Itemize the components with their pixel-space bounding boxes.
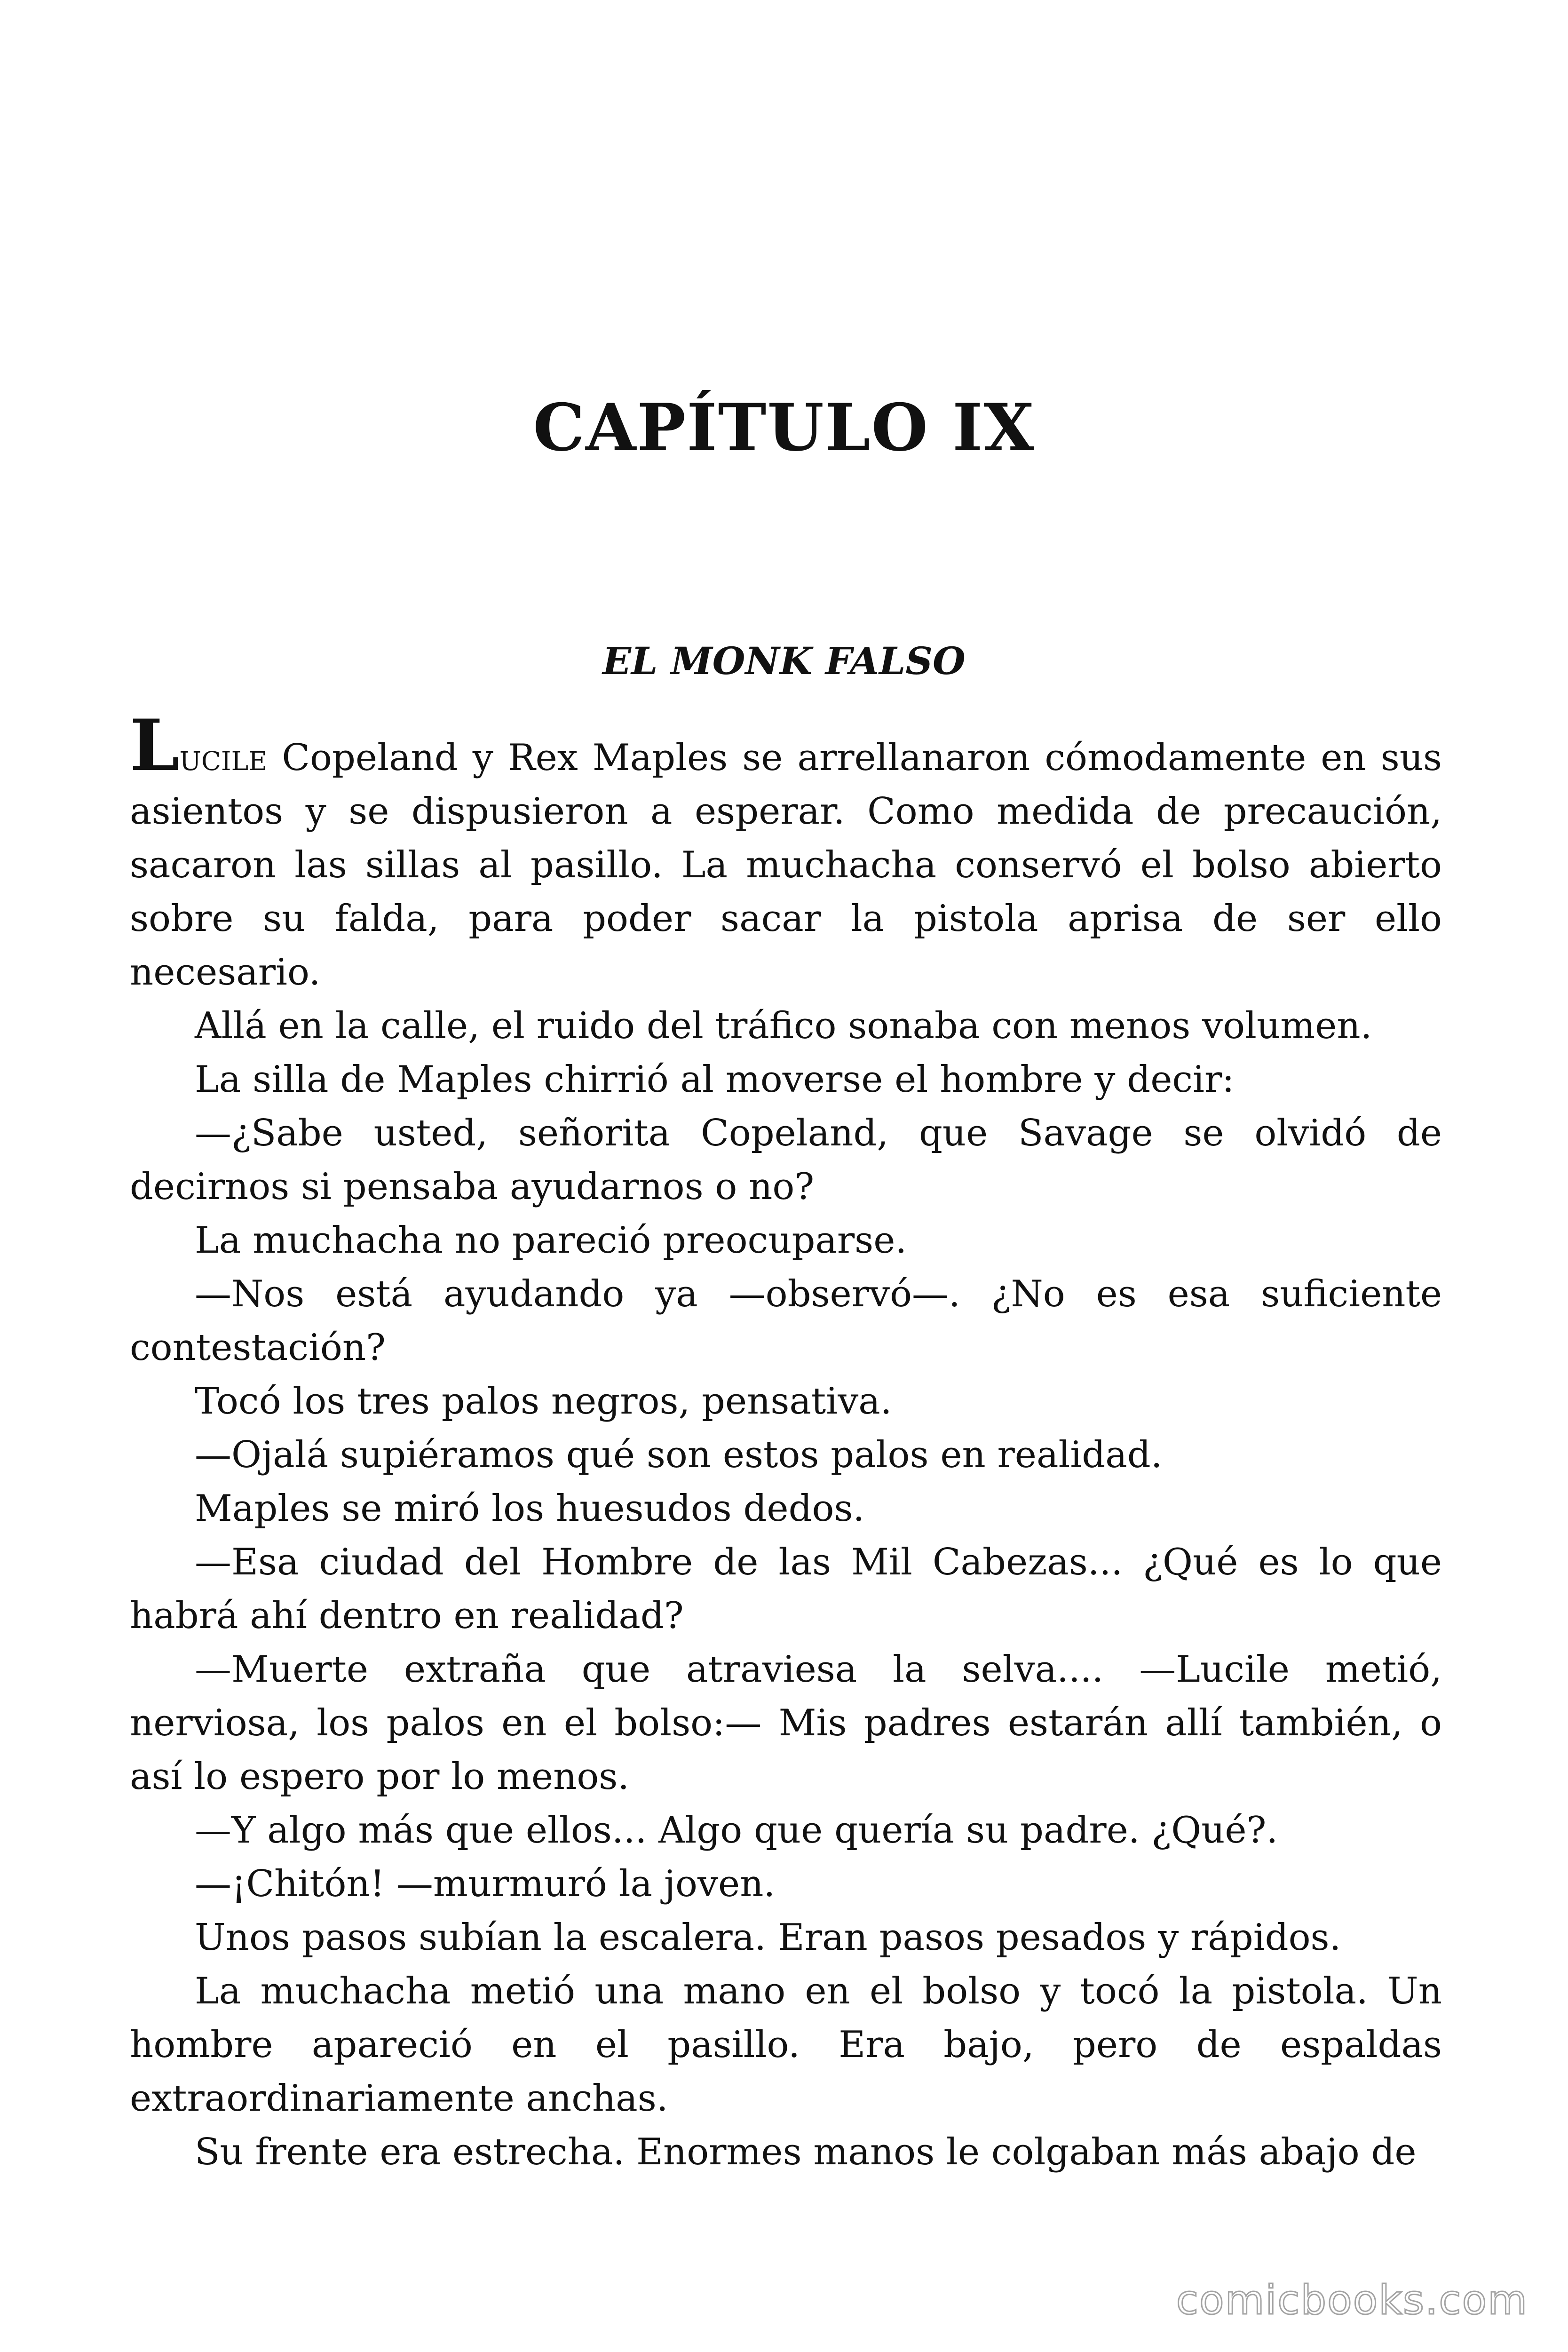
paragraph: La muchacha metió una mano en el bolso y tocó la pistola. Un hombre apareció en el pasillo. Era bajo, pero de espaldas extraordinariamente anchas. (130, 1970, 1442, 2120)
body-text (130, 704, 1442, 2179)
watermark: comicbooks.com (1176, 2277, 1528, 2324)
first-paragraph-text: Copeland y Rex Maples se arrellanaron cómodamente en sus asientos y se dispusieron a esperar. Como medida de precaución, sacaron las sillas al pasillo. La muchacha conservó el bolso abierto sobre su falda, para poder sacar la pistola aprisa de ser ello necesario. (130, 737, 1442, 993)
paragraph: Su frente era estrecha. Enormes manos le colgaban más abajo de (195, 2131, 1417, 2173)
paragraph: —¡Chitón! —murmuró la joven. (195, 1863, 776, 1905)
paragraph: —Esa ciudad del Hombre de las Mil Cabezas... ¿Qué es lo que habrá ahí dentro en realidad? (130, 1541, 1442, 1637)
chapter-subtitle: EL MONK FALSO (602, 639, 966, 683)
paragraph: —Y algo más que ellos... Algo que quería su padre. ¿Qué?. (195, 1809, 1278, 1851)
paragraph: Maples se miró los huesudos dedos. (195, 1487, 865, 1530)
drop-cap: L (130, 704, 180, 787)
paragraph: —Muerte extraña que atraviesa la selva.... —Lucile metió, nerviosa, los palos en el bolso:— Mis padres estarán allí también, o así lo espero por lo menos. (130, 1648, 1442, 1798)
paragraph: Unos pasos subían la escalera. Eran pasos pesados y rápidos. (195, 1916, 1341, 1959)
small-caps-name: ucile (179, 737, 268, 779)
paragraph: Allá en la calle, el ruido del tráfico sonaba con menos volumen. (195, 1005, 1372, 1047)
paragraph: La silla de Maples chirrió al moverse el hombre y decir: (195, 1058, 1235, 1101)
paragraph: Tocó los tres palos negros, pensativa. (195, 1380, 892, 1422)
paragraph: —Nos está ayudando ya —observó—. ¿No es esa suficiente contestación? (130, 1273, 1442, 1369)
paragraph: —Ojalá supiéramos qué son estos palos en realidad. (195, 1434, 1163, 1476)
first-paragraph (130, 704, 1442, 999)
paragraph: —¿Sabe usted, señorita Copeland, que Savage se olvidó de decirnos si pensaba ayudarnos o no? (130, 1112, 1442, 1208)
paragraph: La muchacha no pareció preocuparse. (195, 1219, 907, 1262)
chapter-title: CAPÍTULO IX (533, 389, 1035, 466)
